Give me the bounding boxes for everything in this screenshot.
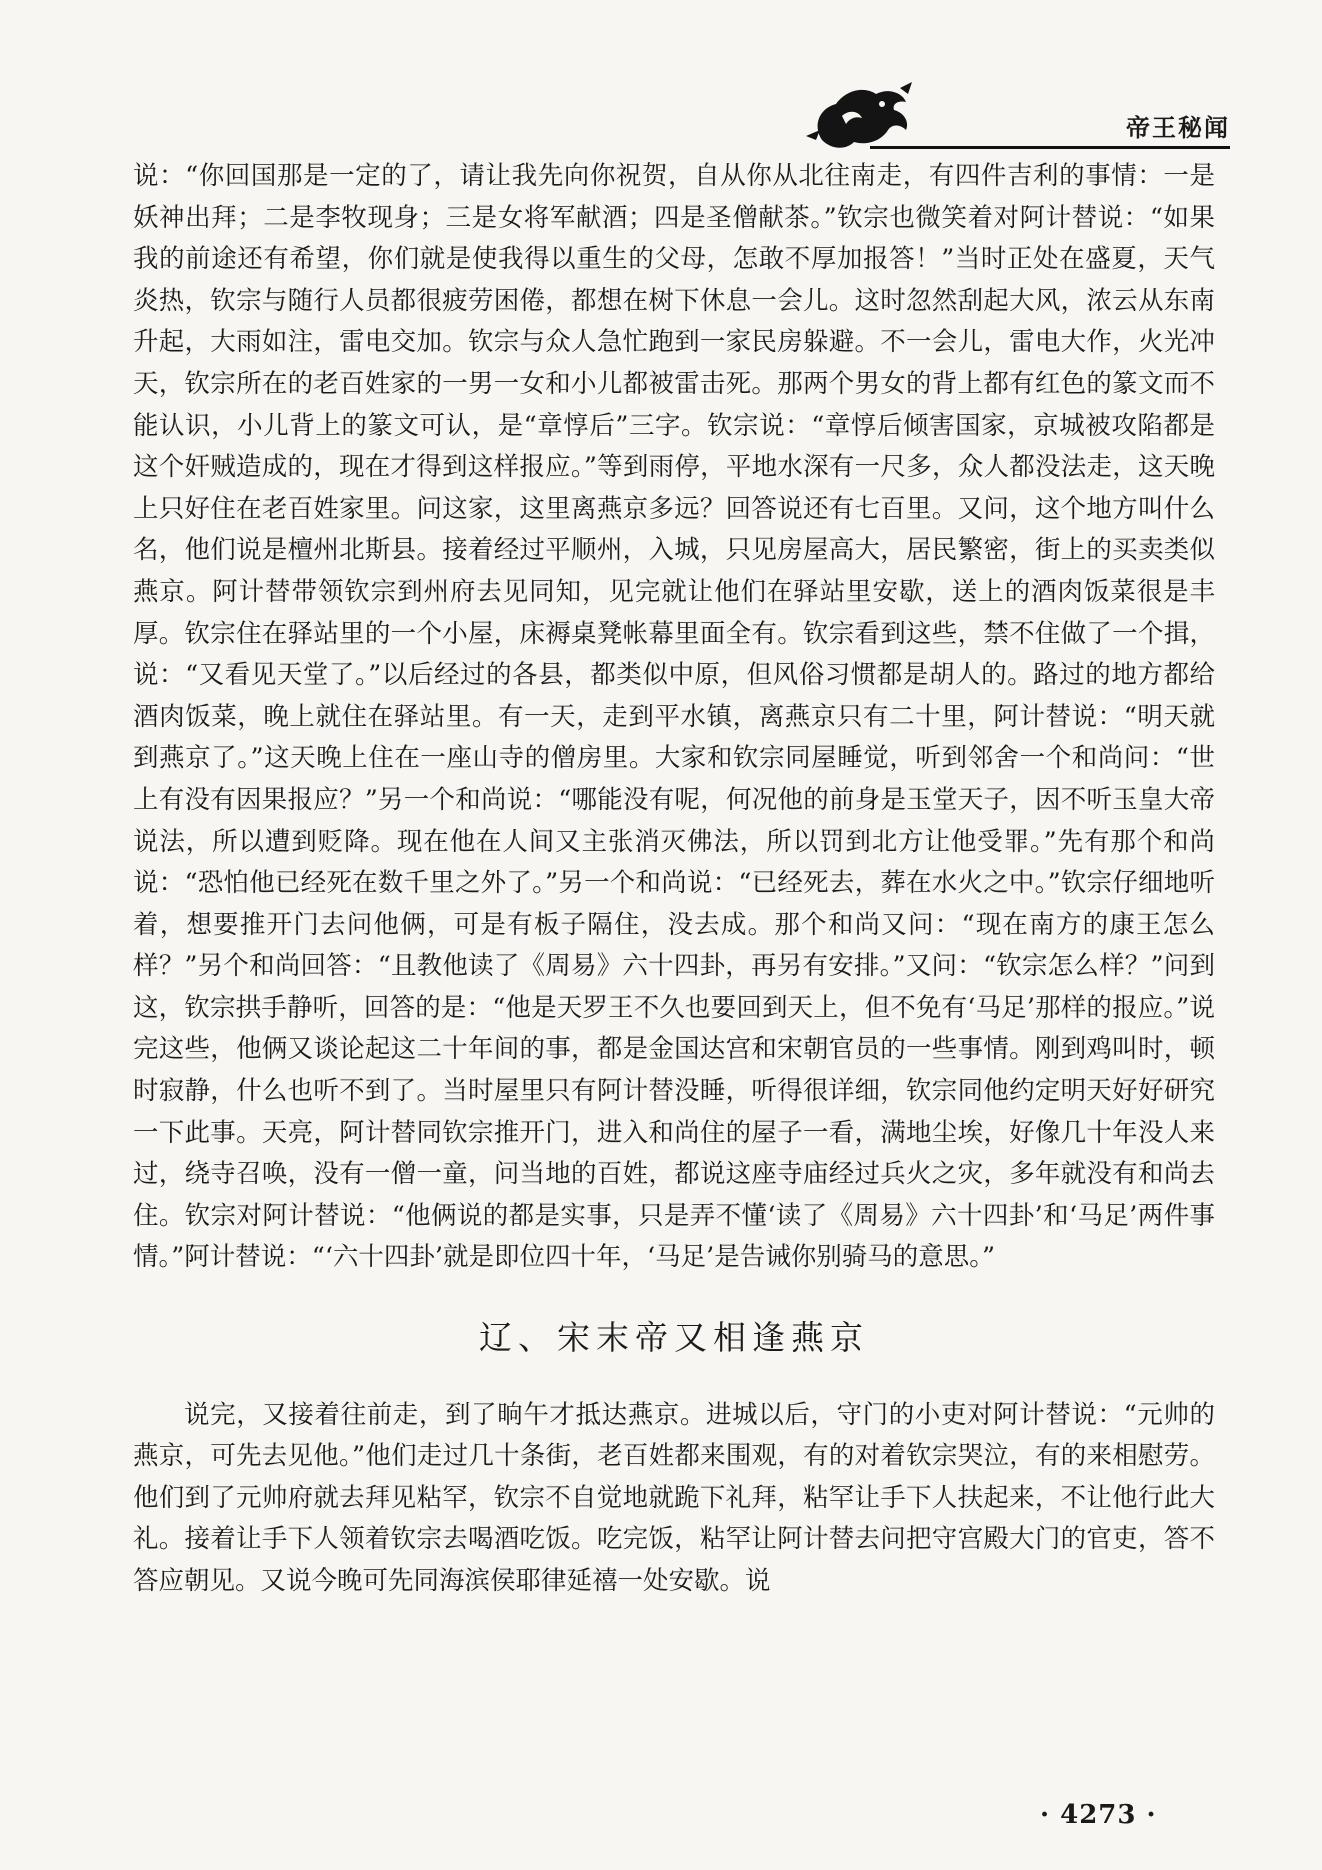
page-number: · 4273 · — [1040, 1800, 1157, 1830]
book-title: 帝王秘闻 — [1126, 114, 1230, 142]
header-rule — [870, 146, 1230, 149]
page-body — [133, 156, 1215, 1603]
paragraph-continued: 说：“你回国那是一定的了，请让我先向你祝贺，自从你从北往南走，有四件吉利的事情：一是妖神出拜；二是李牧现身；三是女将军献酒；四是圣僧献茶。”钦宗也微笑着对阿计替说：“如果我的前途还有希望，你们就是使我得以重生的父母，怎敢不厚加报答！”当时正处在盛夏，天气炎热，钦宗与随行人员都很疲劳困倦，都想在树下休息一会儿。这时忽然刮起大风，浓云从东南升起，大雨如注，雷电交加。钦宗与众人急忙跑到一家民房躲避。不一会儿，雷电大作，火光冲天，钦宗所在的老百姓家的一男一女和小儿都被雷击死。那两个男女的背上都有红色的篆文而不能认识，小儿背上的篆文可认，是“章惇后”三字。钦宗说：“章惇后倾害国家，京城被攻陷都是这个奸贼造成的，现在才得到这样报应。”等到雨停，平地水深有一尺多，众人都没法走，这天晚上只好住在老百姓家里。问这家，这里离燕京多远？回答说还有七百里。又问，这个地方叫什么名，他们说是檀州北斯县。接着经过平顺州，入城，只见房屋高大，居民繁密，街上的买卖类似燕京。阿计替带领钦宗到州府去见同知，见完就让他们在驿站里安歇，送上的酒肉饭菜很是丰厚。钦宗住在驿站里的一个小屋，床褥桌凳帐幕里面全有。钦宗看到这些，禁不住做了一个揖，说：“又看见天堂了。”以后经过的各县，都类似中原，但风俗习惯都是胡人的。路过的地方都给酒肉饭菜，晚上就住在驿站里。有一天，走到平水镇，离燕京只有二十里，阿计替说：“明天就到燕京了。”这天晚上住在一座山寺的僧房里。大家和钦宗同屋睡觉，听到邻舍一个和尚问：“世上有没有因果报应？”另一个和尚说：“哪能没有呢，何况他的前身是玉堂天子，因不听玉皇大帝说法，所以遭到贬降。现在他在人间又主张消灭佛法，所以罚到北方让他受罪。”先有那个和尚说：“恐怕他已经死在数千里之外了。”另一个和尚说：“已经死去，葬在水火之中。”钦宗仔细地听着，想要推开门去问他俩，可是有板子隔住，没去成。那个和尚又问：“现在南方的康王怎么样？”另个和尚回答：“且教他读了《周易》六十四卦，再另有安排。”又问：“钦宗怎么样？”问到这，钦宗拱手静听，回答的是：“他是天罗王不久也要回到天上，但不免有‘马足’那样的报应。”说完这些，他俩又谈论起这二十年间的事，都是金国达宫和宋朝官员的一些事情。刚到鸡叫时，顿时寂静，什么也听不到了。当时屋里只有阿计替没睡，听得很详细，钦宗同他约定明天好好研究一下此事。天亮，阿计替同钦宗推开门，进入和尚住的屋子一看，满地尘埃，好像几十年没人来过，绕寺召唤，没有一僧一童，问当地的百姓，都说这座寺庙经过兵火之灾，多年就没有和尚去住。钦宗对阿计替说：“他俩说的都是实事，只是弄不懂‘读了《周易》六十四卦’和‘马足’两件事情。”阿计替说：“‘六十四卦’就是即位四十年，‘马足’是告诫你别骑马的意思。” — [133, 161, 1215, 1273]
dragon-emblem-icon — [802, 80, 922, 152]
section-title: 辽、宋末帝又相逢燕京 — [479, 1318, 869, 1358]
running-header — [790, 80, 1230, 150]
paragraph-section-start: 说完，又接着往前走，到了晌午才抵达燕京。进城以后，守门的小吏对阿计替说：“元帅的燕京，可先去见他。”他们走过几十条街，老百姓都来围观，有的对着钦宗哭泣，有的来相慰劳。他们到了元帅府就去拜见粘罕，钦宗不自觉地就跪下礼拜，粘罕让手下人扶起来，不让他行此大礼。接着让手下人领着钦宗去喝酒吃饭。吃完饭，粘罕让阿计替去问把守宫殿大门的官吏，答不答应朝见。又说今晚可先同海滨侯耶律延禧一处安歇。说 — [133, 1399, 1215, 1596]
